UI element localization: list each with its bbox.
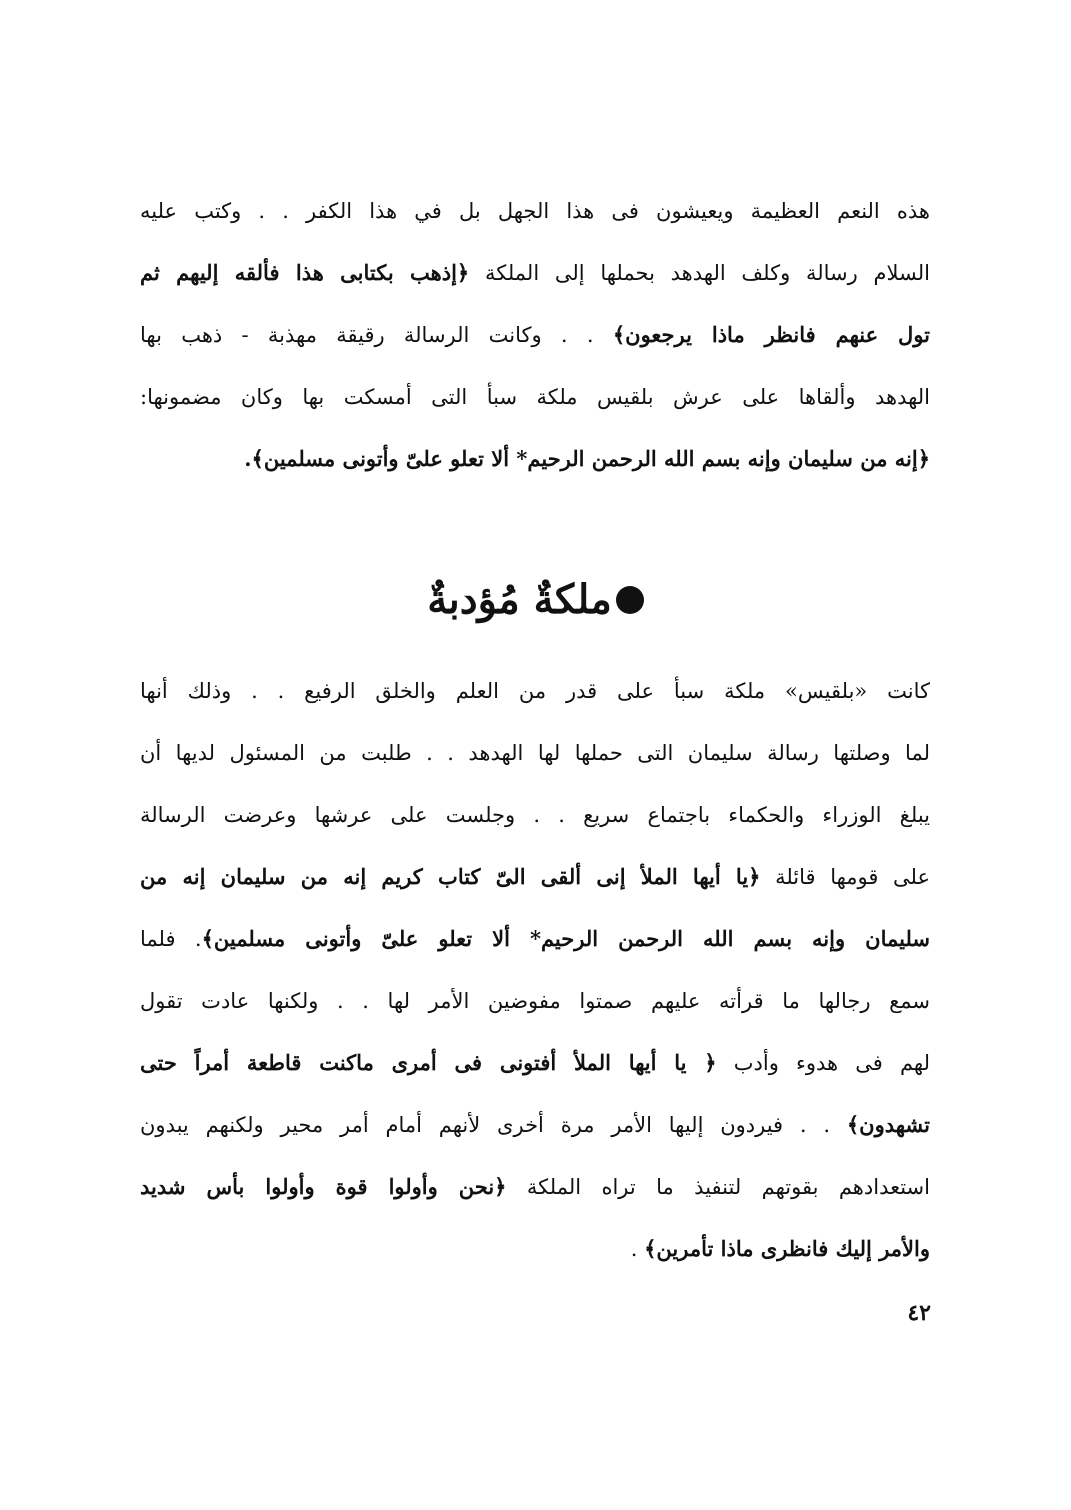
body-text: . فلما [140,927,202,951]
filled-circle-bullet-icon [616,586,644,614]
text-line [140,180,930,242]
text-line [140,908,930,970]
text-line [140,970,930,1032]
body-text: على قومها قائلة [760,865,930,889]
text-line [140,1156,930,1218]
body-text: لهم فى هدوء وأدب [716,1051,930,1075]
text-line [140,846,930,908]
text-line [140,660,930,722]
text-line [140,784,930,846]
body-text: استعدادهم بقوتهم لتنفيذ ما تراه الملكة [506,1175,930,1199]
quran-verse-text: ﴿إذهب بكتابى هذا فألقه إليهم ثم [140,260,470,285]
body-text: الهدهد وألقاها على عرش بلقيس ملكة سبأ التى أمسكت بها وكان مضمونها: [140,385,930,409]
text-line [140,304,930,366]
text-line [140,722,930,784]
quran-verse-text: ﴿نحن وأولوا قوة وأولوا بأس شديد [140,1174,507,1199]
quran-verse-text: تشهدون﴾ [846,1112,930,1137]
body-text: كانت «بلقيس» ملكة سبأ على قدر من العلم والخلق الرفيع . . وذلك أنها [140,679,930,703]
quran-verse-text: ﴿إنه من سليمان وإنه بسم الله الرحمن الرحيم* ألا تعلو علىّ وأتونى مسلمين﴾. [244,446,930,471]
body-text: لما وصلتها رسالة سليمان التى حملها لها الهدهد . . طلبت من المسئول لديها أن [140,741,930,765]
section-heading-title: ملكةٌ مُؤدبةٌ [427,576,612,623]
page-number: ٤٢ [907,1300,931,1326]
body-text: سمع رجالها ما قرأته عليهم صمتوا مفوضين الأمر لها . . ولكنها عادت تقول [140,989,930,1013]
text-line [140,242,930,304]
text-line [140,428,930,490]
quran-verse-text: ﴿ يا أيها الملأ أفتونى فى أمرى ماكنت قاطعة أمراً حتى [140,1050,717,1075]
body-text: . . فيردون إليها الأمر مرة أخرى لأنهم أمام أمر محير ولكنهم يبدون [140,1113,847,1137]
quran-verse-text: والأمر إليك فانظرى ماذا تأمرين﴾ [644,1236,930,1261]
quran-verse-text: سليمان وإنه بسم الله الرحمن الرحيم* ألا تعلو علىّ وأتونى مسلمين﴾ [201,926,930,951]
body-text: هذه النعم العظيمة ويعيشون فى هذا الجهل بل في هذا الكفر . . وكتب عليه [140,199,930,223]
body-text: . . وكانت الرسالة رقيقة مهذبة - ذهب بها [140,323,613,347]
body-text: يبلغ الوزراء والحكماء باجتماع سريع . . وجلست على عرشها وعرضت الرسالة [140,803,930,827]
text-line [140,1032,930,1094]
body-text: . [630,1237,645,1261]
quran-verse-text: ﴿يا أيها الملأ إنى ألقى الىّ كتاب كريم إنه من سليمان إنه من [140,864,761,889]
text-line [140,1218,930,1280]
text-line [140,1094,930,1156]
section-heading [0,560,1071,640]
body-text: السلام رسالة وكلف الهدهد بحملها إلى الملكة [469,261,930,285]
quran-verse-text: تول عنهم فانظر ماذا يرجعون﴾ [612,322,930,347]
text-line [140,366,930,428]
paragraph-1 [140,180,930,490]
paragraph-2 [140,660,930,1280]
